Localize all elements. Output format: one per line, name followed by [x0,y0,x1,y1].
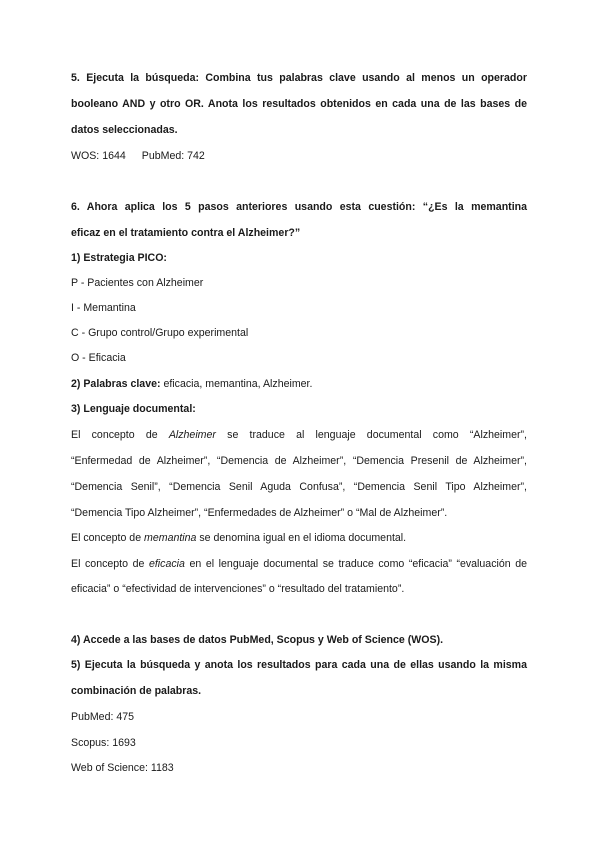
alzheimer-line1 [71,428,527,442]
step4-line: 4) Accede a las bases de datos PubMed, Scopus y Web of Science (WOS). [71,634,444,646]
alzheimer-line4: “Demencia Tipo Alzheimer”, “Enfermedades de Alzheimer” o “Mal de Alzheimer”. [71,507,448,519]
alzheimer-line3: “Demencia Senil”, “Demencia Senil Aguda Confusa”, “Demencia Senil Tipo Alzheimer”, [71,481,527,493]
keywords-label: 2) Palabras clave: [71,378,161,390]
alzheimer-line1-pre: El concepto de [71,429,169,441]
memantina-term: memantina [144,532,197,544]
memantina-post: se denomina igual en el idioma documental. [196,532,407,544]
pico-o: O - Eficacia [71,352,126,364]
eficacia-pre: El concepto de [71,558,149,570]
pico-p: P - Pacientes con Alzheimer [71,277,204,289]
alzheimer-line1-post: se traduce al lenguaje documental como “Alzheimer”, [215,429,527,441]
eficacia-line2: eficacia” o “efectividad de intervenciones” o “resultado del tratamiento”. [71,583,405,595]
section5-line2: booleano AND y otro OR. Anota los resultados obtenidos en cada una de las bases de [71,98,527,110]
section6-line2: eficaz en el tratamiento contra el Alzheimer?” [71,227,301,239]
pubmed-result: PubMed: 742 [141,150,205,162]
section5-results [71,149,205,163]
eficacia-post: en el lenguaje documental se traduce como “eficacia” “evaluación de [184,558,527,570]
section5-line3: datos seleccionadas. [71,124,178,136]
memantina-pre: El concepto de [71,532,145,544]
eficacia-line1 [71,557,527,571]
eficacia-term: eficacia [148,558,185,570]
pubmed-result-2: PubMed: 475 [71,711,135,723]
pico-heading: 1) Estrategia PICO: [71,252,167,264]
scopus-result: Scopus: 1693 [71,737,136,749]
step5-line2: combinación de palabras. [71,685,202,697]
pico-i: I - Memantina [71,302,136,314]
section6-line1: 6. Ahora aplica los 5 pasos anteriores usando esta cuestión: “¿Es la memantina [71,201,527,213]
pico-c: C - Grupo control/Grupo experimental [71,327,249,339]
section5-line1: 5. Ejecuta la búsqueda: Combina tus palabras clave usando al menos un operador [71,72,527,84]
keywords-line [71,377,312,391]
lenguaje-heading: 3) Lenguaje documental: [71,403,196,415]
keywords-value: eficacia, memantina, Alzheimer. [160,378,313,390]
wos-result-2: Web of Science: 1183 [71,762,174,774]
memantina-line [71,531,406,545]
wos-result: WOS: 1644 [71,150,126,162]
alzheimer-term: Alzheimer [168,429,216,441]
alzheimer-line2: “Enfermedad de Alzheimer”, “Demencia de Alzheimer”, “Demencia Presenil de Alzheimer”, [71,455,527,467]
step5-line1: 5) Ejecuta la búsqueda y anota los resultados para cada una de ellas usando la misma [71,659,527,671]
